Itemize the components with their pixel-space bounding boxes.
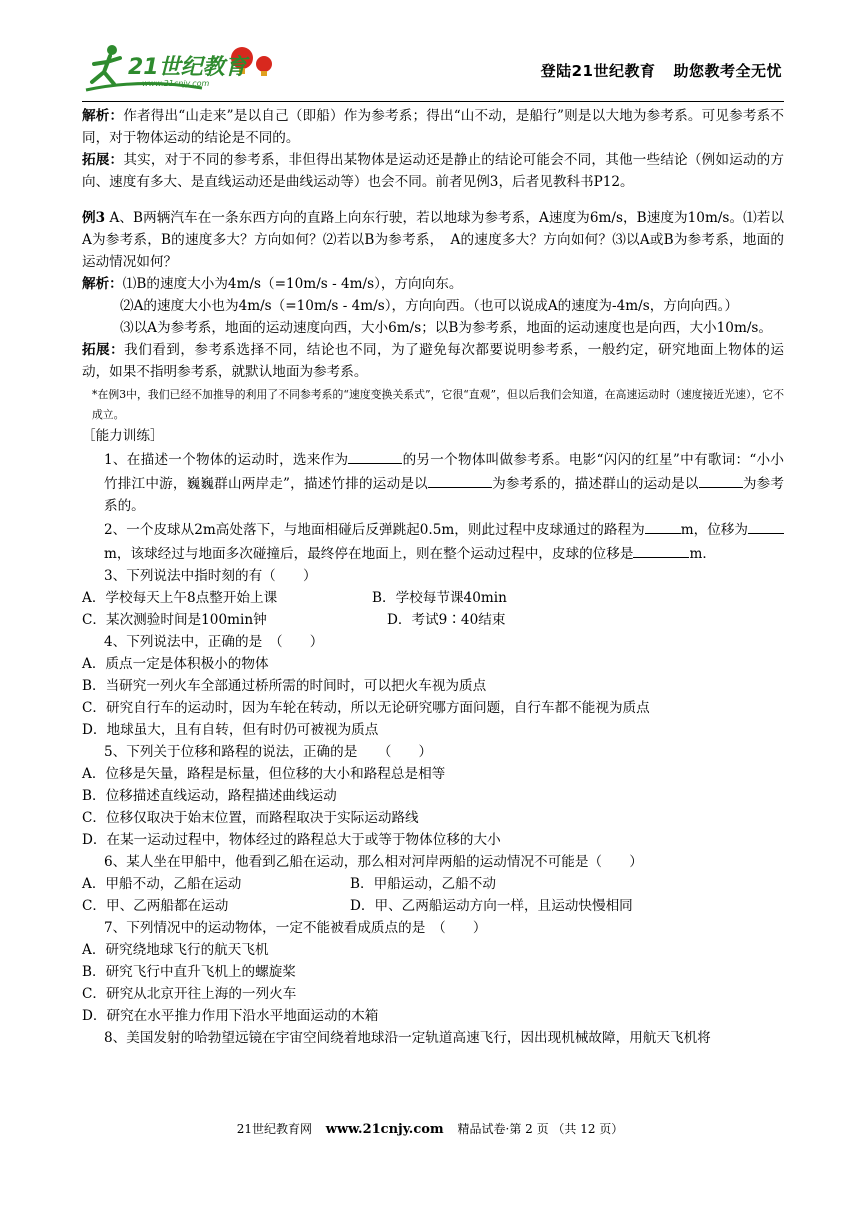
option-c: C．研究从北京开往上海的一列火车 bbox=[82, 986, 297, 1002]
question-5-stem: 5、下列关于位移和路程的说法，正确的是 （ ） bbox=[104, 744, 433, 760]
option-a: A．质点一定是体积极小的物体 bbox=[82, 656, 269, 672]
option-d: D．在某一运动过程中，物体经过的路程总大于或等于物体位移的大小 bbox=[82, 832, 501, 848]
header-slogan bbox=[523, 60, 782, 81]
slogan-left: 登陆21世纪教育 bbox=[540, 62, 656, 80]
example-3: 例3 A、B两辆汽车在一条东西方向的直路上向东行驶，若以地球为参考系，A速度为6m/s，B速度为10m/s。⑴若以A为参考系，B的速度多大？方向如何？⑵若以B为参考系， A的速度多大？方向如何？⑶以A或B为参考系，地面的运动情况如何？ bbox=[82, 210, 785, 270]
question-8-stem: 8、美国发射的哈勃望远镜在宇宙空间绕着地球沿一定轨道高速飞行，因出现机械故障，用航天飞机将 bbox=[104, 1030, 711, 1046]
option-c: C．研究自行车的运动时，因为车轮在转动，所以无论研究哪方面问题，自行车都不能视为质点 bbox=[82, 700, 650, 716]
svg-text:www.21cnjy.com: www.21cnjy.com bbox=[142, 79, 210, 88]
question-3-options-ab bbox=[82, 587, 784, 609]
option-a: A．甲船不动，乙船在运动 bbox=[82, 876, 242, 892]
question-3-stem: 3、下列说法中指时刻的有（ ） bbox=[104, 568, 317, 584]
footnote: *在例3中，我们已经不加推导的利用了不同参考系的“速度变换关系式”，它很“直观”，但以后我们会知道，在高速运动时（速度接近光速），它不成立。 bbox=[92, 388, 784, 421]
option-b: B．当研究一列火车全部通过桥所需的时间时，可以把火车视为质点 bbox=[82, 678, 487, 694]
question-7-stem: 7、下列情况中的运动物体，一定不能被看成质点的是 （ ） bbox=[104, 920, 487, 936]
option-b: B．位移描述直线运动，路程描述曲线运动 bbox=[82, 788, 337, 804]
analysis-2-line-3: ⑶以A为参考系，地面的运动速度向西，大小6m/s；以B为参考系，地面的运动速度也是向西，大小10m/s。 bbox=[120, 320, 772, 336]
option-d: D．甲、乙两船运动方向一样，且运动快慢相同 bbox=[350, 898, 633, 914]
option-a: A．学校每天上午8点整开始上课 bbox=[82, 590, 278, 606]
option-b: B．甲船运动，乙船不动 bbox=[350, 876, 496, 892]
answer-blank[interactable] bbox=[428, 471, 492, 488]
option-d: D．考试9∶40结束 bbox=[387, 612, 506, 628]
page-content bbox=[82, 105, 784, 1049]
option-d: D．地球虽大，且有自转，但有时仍可被视为质点 bbox=[82, 722, 379, 738]
question-1: 1、在描述一个物体的运动时，选来作为 的另一个物体叫做参考系。电影“闪闪的红星”中有歌词：“小小竹排江中游，巍巍群山两岸走”，描述竹排的运动是以 为参考系的，描述群山的运动是以 为参考系的。 bbox=[82, 447, 784, 517]
page-header bbox=[82, 38, 782, 102]
option-a: A．研究绕地球飞行的航天飞机 bbox=[82, 942, 269, 958]
question-4-stem: 4、下列说法中，正确的是 （ ） bbox=[104, 634, 324, 650]
answer-blank[interactable] bbox=[348, 447, 402, 464]
option-c: C．位移仅取决于始末位置，而路程取决于实际运动路线 bbox=[82, 810, 419, 826]
option-b: B．研究飞行中直升飞机上的螺旋桨 bbox=[82, 964, 296, 980]
option-c: C．甲、乙两船都在运动 bbox=[82, 898, 229, 914]
svg-text:21世纪教育: 21世纪教育 bbox=[128, 55, 247, 80]
question-6-stem: 6、某人坐在甲船中，他看到乙船在运动，那么相对河岸两船的运动情况不可能是（ ） bbox=[104, 854, 643, 870]
extension-paragraph-2: 拓展：我们看到，参考系选择不同，结论也不同，为了避免每次都要说明参考系，一般约定，研究地面上物体的运动，如果不指明参考系，就默认地面为参考系。 bbox=[82, 342, 785, 380]
footer-page-info: 精品试卷·第 2 页 （共 12 页） bbox=[457, 1122, 624, 1136]
analysis-paragraph-1: 解析：作者得出“山走来”是以自己（即船）作为参考系；得出“山不动，是船行”则是以大地为参考系。可见参考系不同，对于物体运动的结论是不同的。 bbox=[82, 108, 784, 146]
question-6-options-cd bbox=[82, 895, 784, 917]
page-footer bbox=[0, 1120, 860, 1137]
footer-url-link[interactable]: www.21cnjy.com bbox=[325, 1122, 444, 1137]
answer-blank[interactable] bbox=[748, 517, 784, 534]
option-c: C．某次测验时间是100min钟 bbox=[82, 612, 267, 628]
training-title: ［能力训练］ bbox=[82, 428, 164, 444]
answer-blank[interactable] bbox=[645, 517, 681, 534]
analysis-paragraph-2: 解析：⑴B的速度大小为4m/s（=10m/s - 4m/s），方向向东。 bbox=[82, 276, 463, 292]
option-b: B．学校每节课40min bbox=[372, 590, 507, 606]
question-2: 2、一个皮球从2m高处落下，与地面相碰后反弹跳起0.5m，则此过程中皮球通过的路程为 m，位移为m，该球经过与地面多次碰撞后，最终停在地面上，则在整个运动过程中，皮球的位移是 m． bbox=[82, 517, 784, 565]
footer-site-name: 21世纪教育网 bbox=[236, 1122, 312, 1136]
answer-blank[interactable] bbox=[633, 541, 689, 558]
option-a: A．位移是矢量，路程是标量，但位移的大小和路程总是相等 bbox=[82, 766, 446, 782]
header-divider bbox=[82, 101, 784, 102]
answer-blank[interactable] bbox=[699, 471, 743, 488]
slogan-right: 助您教考全无忧 bbox=[673, 62, 782, 80]
analysis-2-line-2: ⑵A的速度大小也为4m/s（=10m/s - 4m/s），方向向西。（也可以说成A的速度为-4m/s，方向向西。） bbox=[120, 298, 739, 314]
option-d: D．研究在水平推力作用下沿水平地面运动的木箱 bbox=[82, 1008, 379, 1024]
logo-21cnjy bbox=[82, 38, 282, 98]
extension-paragraph-1: 拓展：其实，对于不同的参考系，非但得出某物体是运动还是静止的结论可能会不同，其他一些结论（例如运动的方向、速度有多大、是直线运动还是曲线运动等）也会不同。前者见例3，后者见教科书P12。 bbox=[82, 152, 785, 190]
question-3-options-cd bbox=[82, 609, 784, 631]
question-6-options-ab bbox=[82, 873, 784, 895]
